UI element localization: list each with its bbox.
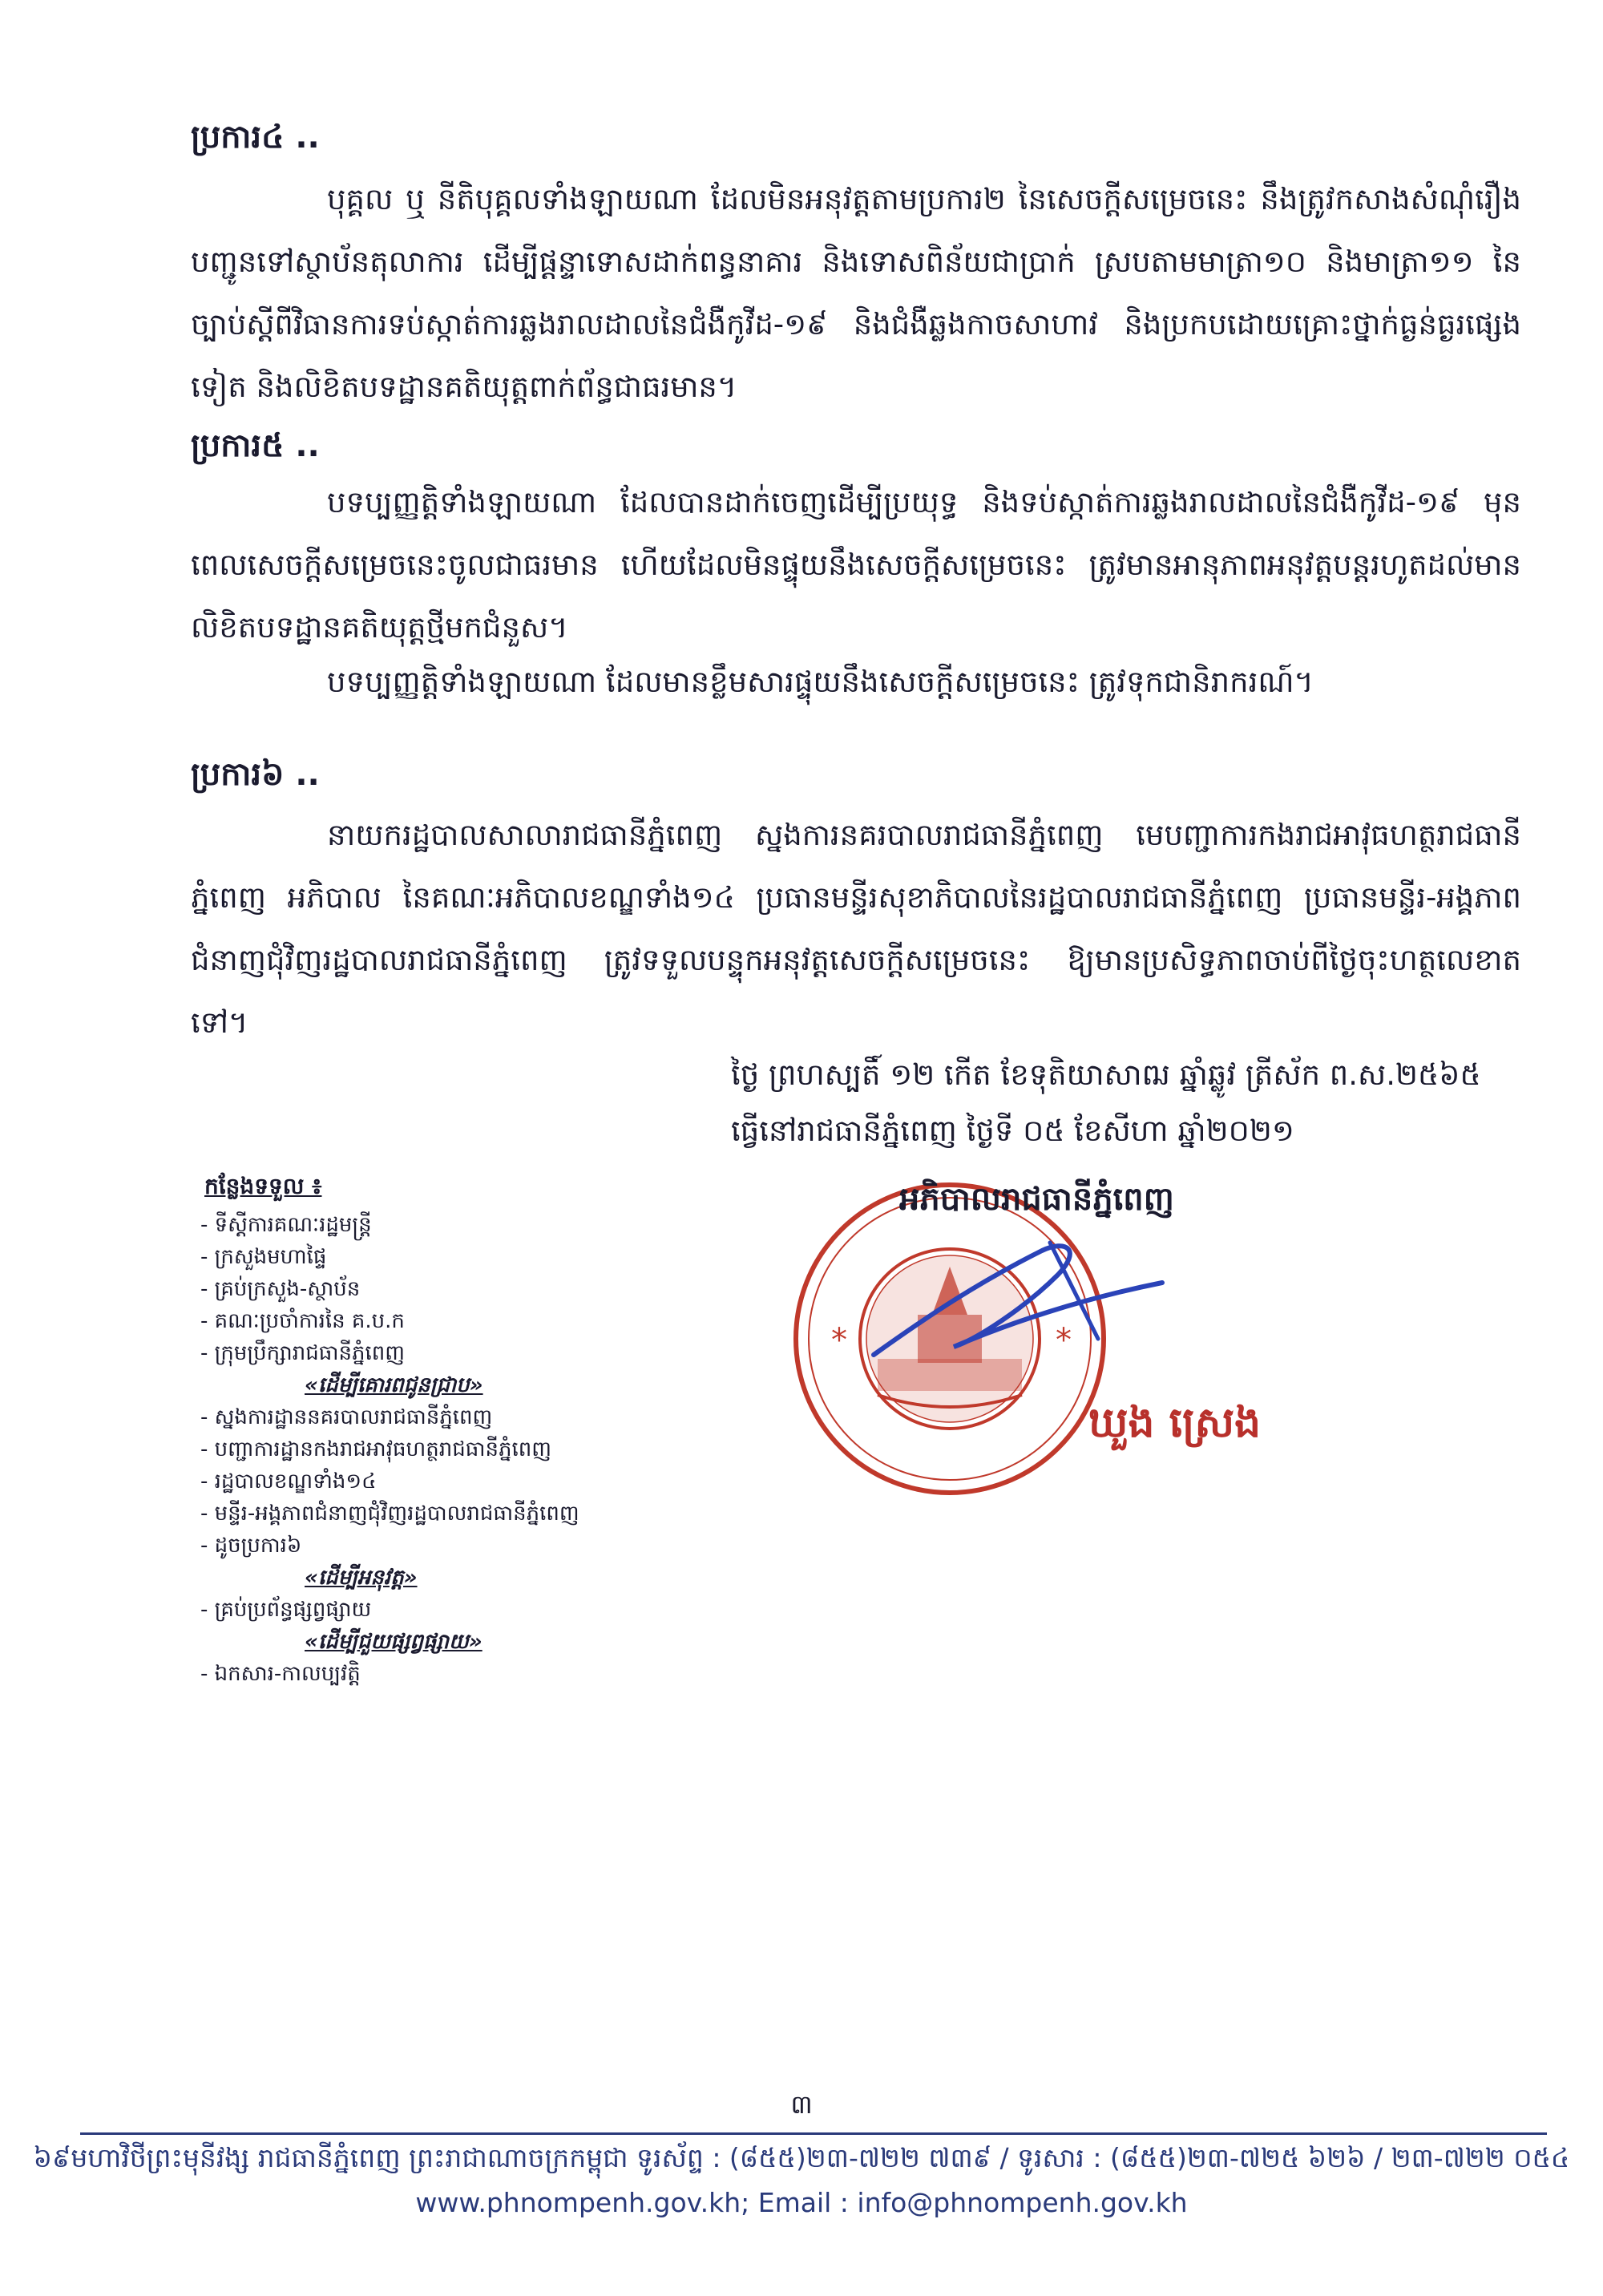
recipient-item: - ក្រសួងមហាផ្ទៃ (200, 1245, 327, 1269)
recipient-purpose: «ដើម្បីគោរពជូនជ្រាប» (305, 1373, 483, 1397)
footer-divider (80, 2132, 1547, 2135)
recipient-item: - ស្នងការដ្ឋាននគរបាលរាជធានីភ្នំពេញ (200, 1405, 493, 1429)
recipient-item: - ដូចប្រការ៦ (200, 1534, 302, 1558)
section-4-heading: ប្រការ៤ .. (191, 119, 320, 156)
recipient-item: - មន្ទីរ-អង្គភាពជំនាញជុំវិញរដ្ឋបាលរាជធានីភ្នំពេញ (200, 1502, 579, 1526)
recipient-item: - បញ្ជាការដ្ឋានកងរាជអាវុធហត្ថរាជធានីភ្នំពេញ (200, 1437, 551, 1461)
section-5-paragraph-2: បទប្បញ្ញត្តិទាំងឡាយណា ដែលមានខ្លឹមសារផ្ទុយនឹងសេចក្តីសម្រេចនេះ ត្រូវទុកជានិរាករណ៍។ (327, 665, 1314, 699)
section-5-heading: ប្រការ៥ .. (191, 427, 320, 464)
handwritten-signature-icon (858, 1219, 1194, 1379)
recipient-purpose: «ដើម្បីជួយផ្សព្វផ្សាយ» (305, 1630, 483, 1654)
signatory-title: អភិបាលរាជធានីភ្នំពេញ (899, 1181, 1174, 1218)
recipient-item: - ឯកសារ-កាលប្បវត្តិ (200, 1662, 361, 1686)
footer-web-email: www.phnompenh.gov.kh; Email : info@phnompenh.gov.kh (415, 2187, 1188, 2218)
svg-text:*: * (831, 1322, 847, 1359)
recipient-item: - ក្រុមប្រឹក្សារាជធានីភ្នំពេញ (200, 1341, 406, 1365)
section-6-heading: ប្រការ៦ .. (191, 756, 320, 793)
date-lunar: ថ្ងៃ ព្រហស្បតិ៍ ១២ កើត ខែទុតិយាសាឍ ឆ្នាំឆ្លូវ ត្រីស័ក ព.ស.២៥៦៥ (731, 1057, 1481, 1092)
section-5-paragraph-1: បទប្បញ្ញត្តិទាំងឡាយណា ដែលបានដាក់ចេញដើម្បីប្រយុទ្ធ និងទប់ស្កាត់ការឆ្លងរាលដាលនៃជំងឺកូវីដ-១៩ មុនពេលសេចក្តីសម្រេចនេះចូលជាធរមាន ហើយដែលមិនផ្ទុយនឹងសេចក្តីសម្រេចនេះ ត្រូវមានអានុភាពអនុវត្តបន្តរហូតដល់មានលិខិតបទដ្ឋានគតិយុត្តថ្មីមកជំនួស។ (191, 485, 1521, 645)
recipients-list (200, 1209, 579, 1690)
date-solar: ធ្វើនៅរាជធានីភ្នំពេញ ថ្ងៃទី ០៥ ខែសីហា ឆ្នាំ២០២១ (731, 1114, 1294, 1148)
recipients-title: កន្លែងទទួល ៖ (204, 1173, 322, 1199)
recipient-item: - គណៈប្រចាំការនៃ គ.ប.ក (200, 1309, 405, 1333)
svg-text:*: * (1056, 1322, 1072, 1359)
recipient-purpose: «ដើម្បីអនុវត្ត» (305, 1566, 418, 1590)
signatory-name: ឃួង ស្រេង (1088, 1399, 1262, 1447)
recipient-item: - រដ្ឋបាលខណ្ឌទាំង១៤ (200, 1469, 377, 1494)
footer-address: ៦៩មហាវិថីព្រះមុនីវង្ស រាជធានីភ្នំពេញ ព្រះរាជាណាចក្រកម្ពុជា ទូរស័ព្ទ : (៨៥៥)២៣-៧២២ ៧៣៩ / ទូរសារ : (៨៥៥)២៣-៧២៥ ៦២៦ / ២៣-៧២២ ០៥៤ (33, 2142, 1570, 2173)
section-6-paragraph: នាយករដ្ឋបាលសាលារាជធានីភ្នំពេញ ស្នងការនគរបាលរាជធានីភ្នំពេញ មេបញ្ជាការកងរាជអាវុធហត្ថរាជធានីភ្នំពេញ អភិបាល នៃគណៈអភិបាលខណ្ឌទាំង១៤ ប្រធានមន្ទីរសុខាភិបាលនៃរដ្ឋបាលរាជធានីភ្នំពេញ ប្រធានមន្ទីរ-អង្គភាពជំនាញជុំវិញរដ្ឋបាលរាជធានីភ្នំពេញ ត្រូវទទួលបន្ទុកអនុវត្តសេចក្តីសម្រេចនេះ ឱ្យមានប្រសិទ្ធភាពចាប់ពីថ្ងៃចុះហត្ថលេខាតទៅ។ (191, 818, 1521, 1040)
recipient-item: - ទីស្តីការគណៈរដ្ឋមន្ត្រី (200, 1213, 372, 1237)
page-number: ៣ (790, 2089, 813, 2120)
recipient-item: - គ្រប់ក្រសួង-ស្ថាប័ន (200, 1277, 361, 1301)
recipient-item: - គ្រប់ប្រព័ន្ធផ្សព្វផ្សាយ (200, 1598, 372, 1622)
section-4-paragraph: បុគ្គល ឬ នីតិបុគ្គលទាំងឡាយណា ដែលមិនអនុវត្តតាមប្រការ២ នៃសេចក្តីសម្រេចនេះ នឹងត្រូវកសាងសំណុំរឿងបញ្ជូនទៅស្ថាប័នតុលាការ ដើម្បីផ្តន្ទាទោសដាក់ពន្ធនាគារ និងទោសពិន័យជាប្រាក់ ស្របតាមមាត្រា១០ និងមាត្រា១១ នៃច្បាប់ស្តីពីវិធានការទប់ស្កាត់ការឆ្លងរាលដាលនៃជំងឺកូវីដ-១៩ និងជំងឺឆ្លងកាចសាហាវ និងប្រកបដោយគ្រោះថ្នាក់ធ្ងន់ធ្ងរផ្សេងទៀត និងលិខិតបទដ្ឋានគតិយុត្តពាក់ព័ន្ធជាធរមាន។ (191, 182, 1521, 404)
